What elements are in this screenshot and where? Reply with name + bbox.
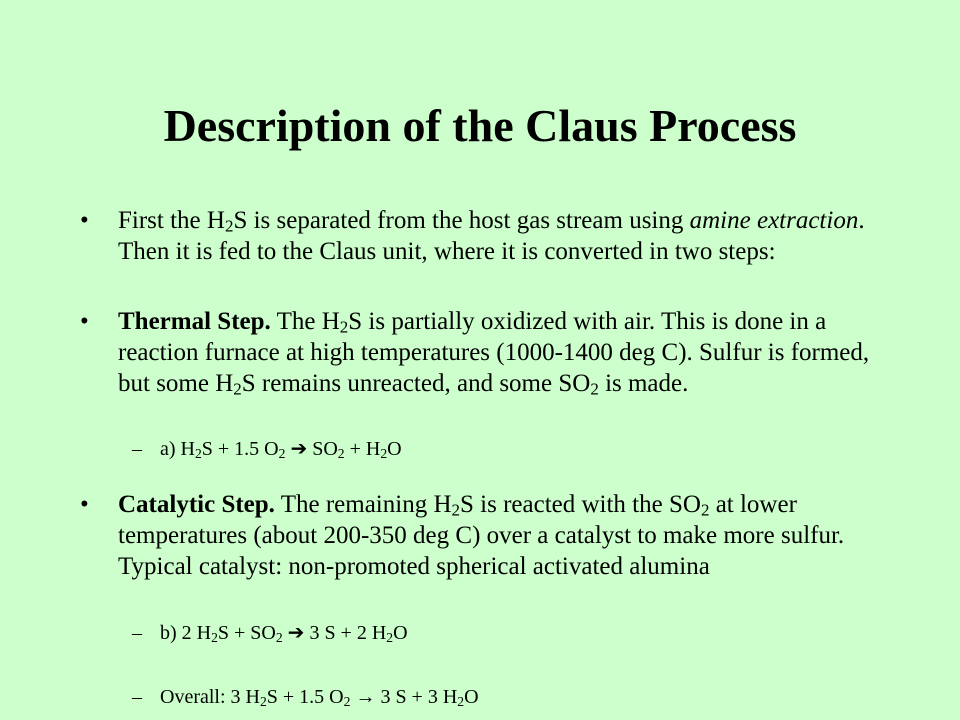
dash-marker: – <box>132 438 142 460</box>
arrow-icon: ➔ <box>285 438 313 460</box>
bullet-text: S remains unreacted, and some SO <box>241 370 591 397</box>
bullet-text: The H <box>270 308 340 335</box>
subscript: 2 <box>339 317 349 337</box>
equation-overall <box>132 684 860 710</box>
arrow-icon: ➔ <box>282 622 310 644</box>
dash-marker: – <box>132 686 142 708</box>
bullet-text: First the H <box>118 207 225 234</box>
subscript: 2 <box>380 445 388 461</box>
bullet-marker: • <box>80 207 89 234</box>
subscript: 2 <box>278 445 286 461</box>
equation-text: S + 1.5 O <box>266 686 344 708</box>
bullet-thermal-step <box>80 306 888 399</box>
italic-term: amine extraction <box>689 207 859 234</box>
subscript: 2 <box>259 693 267 709</box>
equation-text: a) H <box>160 438 195 460</box>
equation-text: O <box>464 686 479 708</box>
equation-b <box>132 620 860 646</box>
equation-text: S + SO <box>217 622 276 644</box>
equation-text: + H <box>344 438 381 460</box>
slide-title: Description of the Claus Process <box>163 100 797 151</box>
equation-text: O <box>387 438 402 460</box>
bullet-text: S is partially oxidized with air. This is done in a reaction furnace at high temperatures (1000-1400 deg C). Sulfur is formed, but some H <box>118 308 870 397</box>
bullet-heading: Thermal Step. <box>118 308 271 335</box>
bullet-catalytic-step <box>80 489 888 582</box>
subscript: 2 <box>700 500 710 520</box>
bullet-text: is made. <box>598 370 689 397</box>
subscript: 2 <box>224 216 234 236</box>
arrow-icon: → <box>350 686 381 708</box>
subscript: 2 <box>451 500 460 520</box>
equation-text: Overall: 3 H <box>160 686 260 708</box>
dash-marker: – <box>132 622 142 644</box>
bullet-marker: • <box>80 308 89 335</box>
subscript: 2 <box>211 629 218 645</box>
bullet-text: at lower temperatures (about 200-350 deg C) over a catalyst to make more sulfur. Typical catalyst: non-promoted spherical activated alumina <box>118 491 845 580</box>
bullet-heading: Catalytic Step. <box>118 491 275 518</box>
bullet-marker: • <box>80 491 89 518</box>
equation-text: O <box>393 622 408 644</box>
equation-text: SO <box>312 438 338 460</box>
subscript: 2 <box>343 693 351 709</box>
equation-text: 3 S + 2 H <box>309 622 387 644</box>
subscript: 2 <box>194 445 202 461</box>
equation-text: S + 1.5 O <box>201 438 279 460</box>
equation-a <box>132 436 860 462</box>
subscript: 2 <box>233 379 242 399</box>
equation-text: b) 2 H <box>160 622 212 644</box>
subscript: 2 <box>337 445 345 461</box>
bullet-text: . Then it is fed to the Claus unit, where it is converted in two steps: <box>118 207 865 265</box>
equation-text: 3 S + 3 H <box>380 686 458 708</box>
subscript: 2 <box>275 629 283 645</box>
bullet-intro <box>80 205 888 267</box>
subscript: 2 <box>590 379 599 399</box>
bullet-text: S is reacted with the SO <box>460 491 701 518</box>
subscript: 2 <box>386 629 394 645</box>
bullet-text: The remaining H <box>274 491 452 518</box>
bullet-text: S is separated from the host gas stream using <box>233 207 690 234</box>
subscript: 2 <box>457 693 465 709</box>
